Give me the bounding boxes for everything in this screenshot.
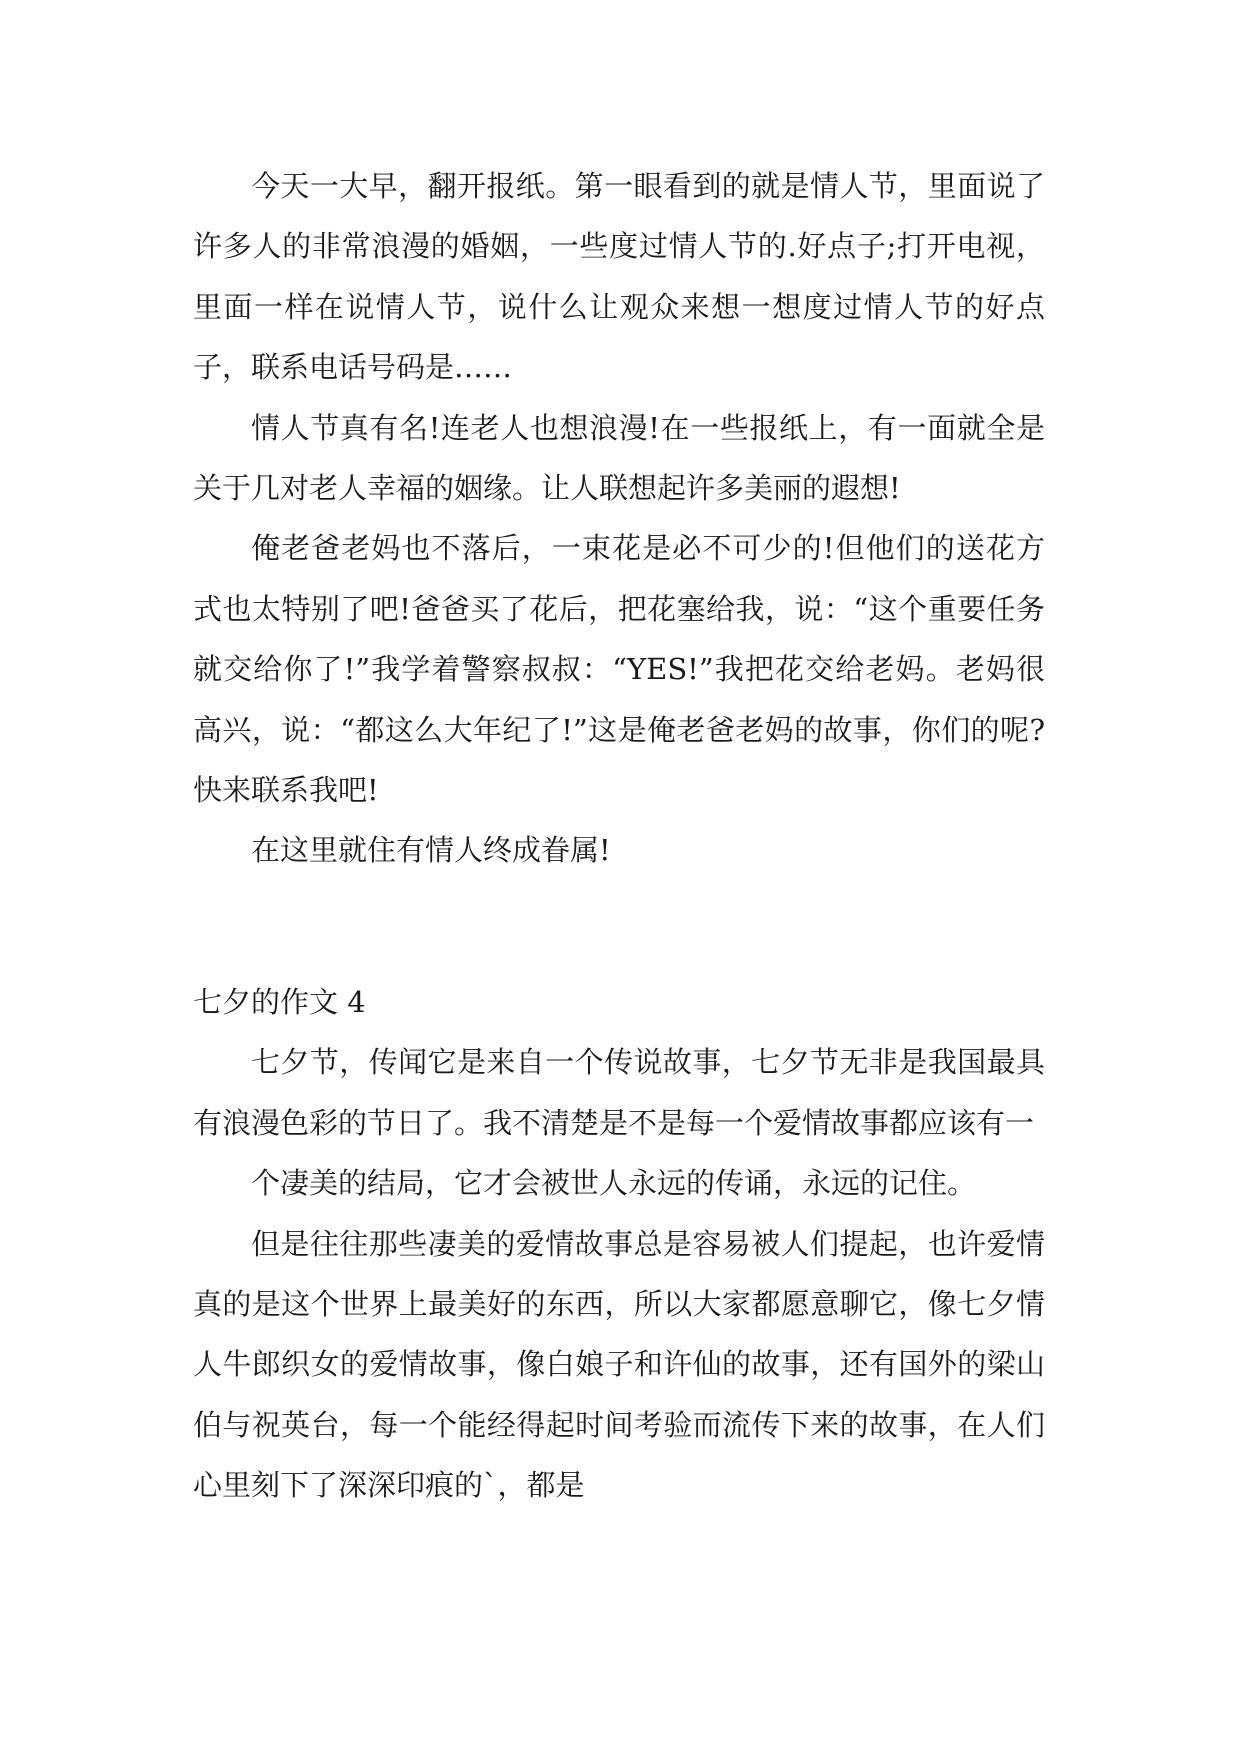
paragraph: 情人节真有名!连老人也想浪漫!在一些报纸上，有一面就全是关于几对老人幸福的姻缘。让人联想起许多美丽的遐想! xyxy=(193,410,1045,506)
paragraph: 七夕节，传闻它是来自一个传说故事，七夕节无非是我国最具有浪漫色彩的节日了。我不清楚是不是每一个爱情故事都应该有一 xyxy=(193,1045,1045,1140)
section-heading: 七夕的作文 4 xyxy=(193,985,366,1019)
section-2-body xyxy=(193,972,1045,1516)
paragraph: 俺老爸老妈也不落后，一束花是必不可少的!但他们的送花方式也太特别了吧!爸爸买了花后，把花塞给我，说：“这个重要任务就交给你了!”我学着警察叔叔：“YES!”我把花交给老妈。老妈很高兴，说：“都这么大年纪了!”这是俺老爸老妈的故事，你们的呢?快来联系我吧! xyxy=(193,531,1045,808)
section-1-body xyxy=(193,156,1045,881)
paragraph: 个凄美的结局，它才会被世人永远的传诵，永远的记住。 xyxy=(251,1166,977,1201)
paragraph: 但是往往那些凄美的爱情故事总是容易被人们提起，也许爱情真的是这个世界上最美好的东西，所以大家都愿意聊它，像七夕情人牛郎织女的爱情故事，像白娘子和许仙的故事，还有国外的梁山伯与祝英台，每一个能经得起时间考验而流传下来的故事，在人们心里刻下了深深印痕的`，都是 xyxy=(193,1226,1045,1503)
paragraph: 今天一大早，翻开报纸。第一眼看到的就是情人节，里面说了许多人的非常浪漫的婚姻，一些度过情人节的.好点子;打开电视，里面一样在说情人节，说什么让观众来想一想度过情人节的好点子，联系电话号码是…… xyxy=(193,169,1045,385)
paragraph: 在这里就住有情人终成眷属! xyxy=(251,833,611,868)
